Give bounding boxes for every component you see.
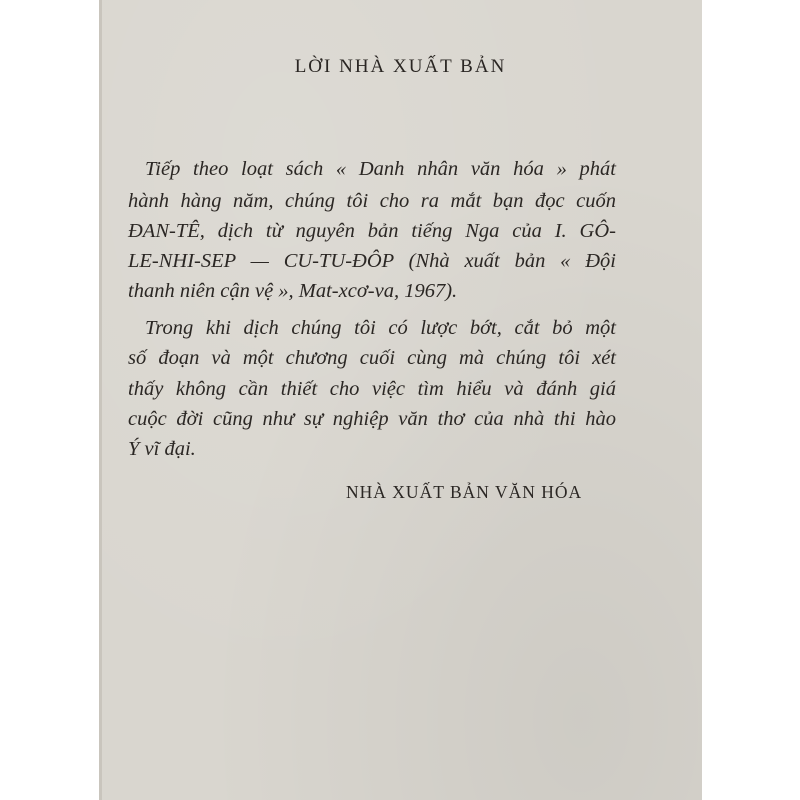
- paragraph-2-line-4: cuộc đời cũng như sự nghiệp văn thơ của nhà thi hào: [128, 408, 616, 430]
- paragraph-2-line-3: thấy không cần thiết cho việc tìm hiểu và đánh giá: [128, 378, 616, 400]
- paragraph-1-line-1: Tiếp theo loạt sách « Danh nhân văn hóa » phát: [145, 158, 616, 180]
- paragraph-2-line-5: Ý vĩ đại.: [128, 438, 196, 460]
- paragraph-1-line-3: ĐAN-TÊ, dịch từ nguyên bản tiếng Nga của I. GÔ-: [128, 220, 616, 242]
- publisher-signature: NHÀ XUẤT BẢN VĂN HÓA: [346, 482, 583, 502]
- paragraph-2-line-2: số đoạn và một chương cuối cùng mà chúng tôi xét: [128, 347, 616, 369]
- paragraph-2-line-1: Trong khi dịch chúng tôi có lược bớt, cắt bỏ một: [145, 317, 616, 339]
- paragraph-1-line-4: LE-NHI-SEP — CU-TU-ĐÔP (Nhà xuất bản « Đội: [128, 250, 616, 272]
- page-edge: [99, 0, 102, 800]
- paragraph-1-line-2: hành hàng năm, chúng tôi cho ra mắt bạn đọc cuốn: [128, 190, 616, 212]
- page-heading: LỜI NHÀ XUẤT BẢN: [294, 56, 507, 77]
- paragraph-1-line-5: thanh niên cận vệ », Mat-xcơ-va, 1967).: [128, 280, 458, 302]
